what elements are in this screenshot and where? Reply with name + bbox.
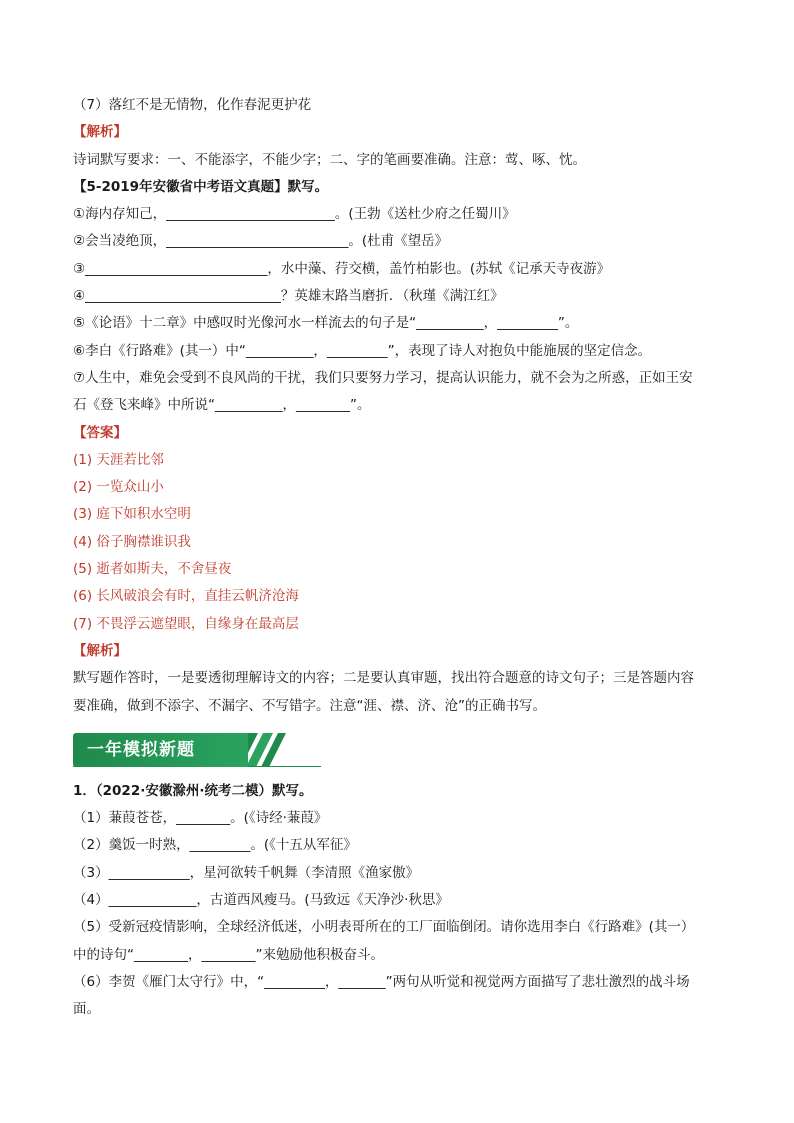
answer-item: (1) 天涯若比邻: [73, 451, 164, 468]
question-item: ①海内存知己，_________________________。(王勃《送杜少府之任蜀川》: [73, 206, 516, 223]
question-item: ⑥李白《行路难》(其一）中“__________，_________”，表现了诗人对抱负中能施展的坚定信念。: [73, 342, 652, 359]
mock-item: （5）受新冠疫情影响，全球经济低迷，小明表哥所在的工厂面临倒闭。请你选用李白《行路难》(其一）: [73, 919, 695, 936]
mock-question-heading: 1．（2022·安徽滁州·统考二模）默写。: [73, 782, 313, 799]
mock-item: 面。: [73, 1001, 100, 1018]
question-item: ②会当凌绝顶，___________________________。(杜甫《望岳》: [73, 233, 449, 250]
section-title: 一年模拟新题: [87, 739, 195, 760]
question-item: ⑤《论语》十二章》中感叹时光像河水一样流去的句子是“__________，_________”。: [73, 315, 579, 332]
question-item: 石《登飞来峰》中所说“__________，________”。: [73, 397, 371, 414]
answer-item: (2) 一览众山小: [73, 479, 164, 496]
question-heading: 【5-2019年安徽省中考语文真题】默写。: [73, 178, 329, 195]
analysis-text: 默写题作答时，一是要透彻理解诗文的内容；二是要认真审题，找出符合题意的诗文句子；三是答题内容: [73, 670, 694, 687]
mock-item: （3）____________，星河欲转千帆舞（李清照《渔家傲》: [73, 864, 420, 881]
question-item: ⑦人生中，难免会受到不良风尚的干扰，我们只要努力学习，提高认识能力，就不会为之所惑，正如王安: [73, 369, 693, 386]
document-page: [73, 92, 723, 1024]
analysis-text: 要准确，做到不添字、不漏字、不写错字。注意“涯、襟、济、沧”的正确书写。: [73, 697, 546, 714]
question-item: ③___________________________，水中藻、荇交横，盖竹柏影也。(苏轼《记承天寺夜游》: [73, 260, 611, 277]
mock-item: （1）蒹葭苍苍，________。(《诗经·蒹葭》: [73, 810, 328, 827]
top-item-7: （7）落红不是无情物，化作春泥更护花: [73, 97, 312, 113]
analysis-label: 【解析】: [73, 124, 127, 141]
section-banner: [73, 733, 321, 767]
analysis-text: 诗词默写要求：一、不能添字，不能少字；二、字的笔画要准确。注意：莺、啄、忱。: [73, 151, 586, 168]
mock-item: （6）李贺《雁门太守行》中，“_________，_______”两句从听觉和视觉两方面描写了悲壮激烈的战斗场: [73, 973, 690, 990]
answer-item: (6) 长风破浪会有时，直挂云帆济沧海: [73, 588, 299, 605]
answer-item: (7) 不畏浮云遮望眼，自缘身在最高层: [73, 615, 299, 632]
analysis-label: 【解析】: [73, 642, 127, 659]
mock-item: （4）_____________，古道西风瘦马。(马致远《天净沙·秋思》: [73, 892, 449, 909]
answer-label: 【答案】: [73, 424, 127, 441]
answer-item: (5) 逝者如斯夫，不舍昼夜: [73, 561, 232, 578]
mock-item: 中的诗句“________，________”来勉励他积极奋斗。: [73, 946, 384, 963]
answer-item: (4) 俗子胸襟谁识我: [73, 533, 191, 550]
question-item: ④_____________________________？英雄末路当磨折．（秋瑾《满江红》: [73, 288, 504, 305]
answer-item: (3) 庭下如积水空明: [73, 506, 191, 523]
mock-item: （2）羹饭一时熟，_________。(《十五从军征》: [73, 837, 357, 854]
